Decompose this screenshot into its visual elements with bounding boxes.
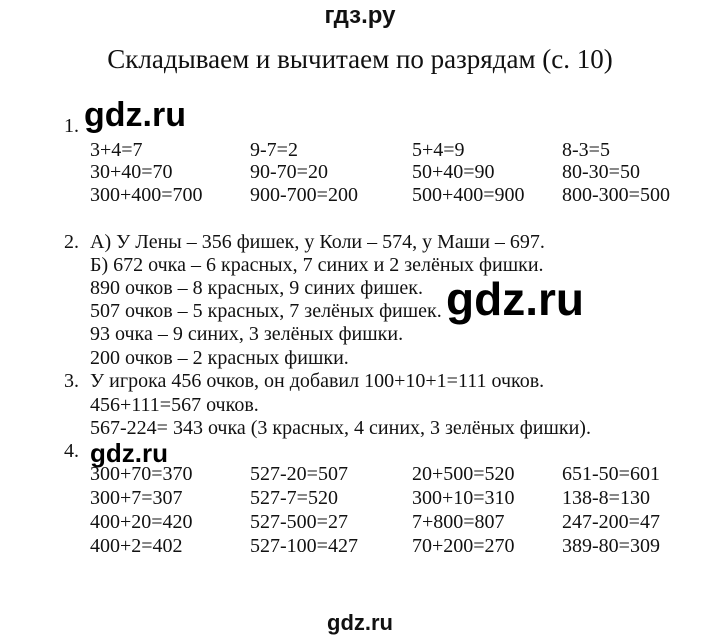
watermark-3: gdz.ru xyxy=(90,438,168,468)
task-1-r2-c3: 50+40=90 xyxy=(412,161,495,183)
task-1-number: 1. xyxy=(64,115,79,137)
task-1-r3-c2: 900-700=200 xyxy=(250,184,358,206)
task-1-r2-c4: 80-30=50 xyxy=(562,161,640,183)
task-3-line-1: У игрока 456 очков, он добавил 100+10+1=111 очков. xyxy=(90,370,545,392)
task-4-r4-c4: 389-80=309 xyxy=(562,535,660,557)
task-4-r1-c1: 300+70=370 xyxy=(90,463,193,485)
task-2-line-1: А) У Лены – 356 фишек, у Коли – 574, у Маши – 697. xyxy=(90,231,545,253)
site-logo-bottom: gdz.ru xyxy=(327,610,393,635)
watermark-2: gdz.ru xyxy=(446,273,584,325)
task-2-line-4: 507 очков – 5 красных, 7 зелёных фишек. xyxy=(90,300,442,322)
task-2-number: 2. xyxy=(64,231,79,253)
task-4-number: 4. xyxy=(64,440,79,462)
task-4-r3-c1: 400+20=420 xyxy=(90,511,193,533)
task-1-r1-c4: 8-3=5 xyxy=(562,139,610,161)
task-1-r3-c4: 800-300=500 xyxy=(562,184,670,206)
task-3-line-3: 567-224= 343 очка (3 красных, 4 синих, 3 зелёных фишки). xyxy=(90,417,591,439)
task-4-r1-c3: 20+500=520 xyxy=(412,463,515,485)
task-2-line-6: 200 очков – 2 красных фишки. xyxy=(90,347,349,369)
task-4-r2-c4: 138-8=130 xyxy=(562,487,650,509)
task-4-r4-c1: 400+2=402 xyxy=(90,535,183,557)
task-4-r3-c4: 247-200=47 xyxy=(562,511,660,533)
task-2-line-2: Б) 672 очка – 6 красных, 7 синих и 2 зелёных фишки. xyxy=(90,254,544,276)
task-4-r2-c1: 300+7=307 xyxy=(90,487,183,509)
task-4-r1-c2: 527-20=507 xyxy=(250,463,348,485)
task-4-r3-c2: 527-500=27 xyxy=(250,511,348,533)
task-4-r3-c3: 7+800=807 xyxy=(412,511,505,533)
task-4-r1-c4: 651-50=601 xyxy=(562,463,660,485)
task-1-r1-c3: 5+4=9 xyxy=(412,139,465,161)
task-4-r4-c3: 70+200=270 xyxy=(412,535,515,557)
task-1-r2-c2: 90-70=20 xyxy=(250,161,328,183)
task-1-r3-c3: 500+400=900 xyxy=(412,184,525,206)
task-2-line-3: 890 очков – 8 красных, 9 синих фишек. xyxy=(90,277,423,299)
task-4-r4-c2: 527-100=427 xyxy=(250,535,358,557)
task-3-number: 3. xyxy=(64,370,79,392)
task-4-r2-c2: 527-7=520 xyxy=(250,487,338,509)
task-3-line-2: 456+111=567 очков. xyxy=(90,394,259,416)
task-1-r2-c1: 30+40=70 xyxy=(90,161,173,183)
task-4-r2-c3: 300+10=310 xyxy=(412,487,515,509)
watermark-1: gdz.ru xyxy=(84,96,186,134)
site-logo-top: гдз.ру xyxy=(324,2,396,29)
task-2-line-5: 93 очка – 9 синих, 3 зелёных фишки. xyxy=(90,323,404,345)
task-1-r1-c2: 9-7=2 xyxy=(250,139,298,161)
page-title: Складываем и вычитаем по разрядам (с. 10) xyxy=(107,44,613,74)
task-1-r3-c1: 300+400=700 xyxy=(90,184,203,206)
task-1-r1-c1: 3+4=7 xyxy=(90,139,143,161)
